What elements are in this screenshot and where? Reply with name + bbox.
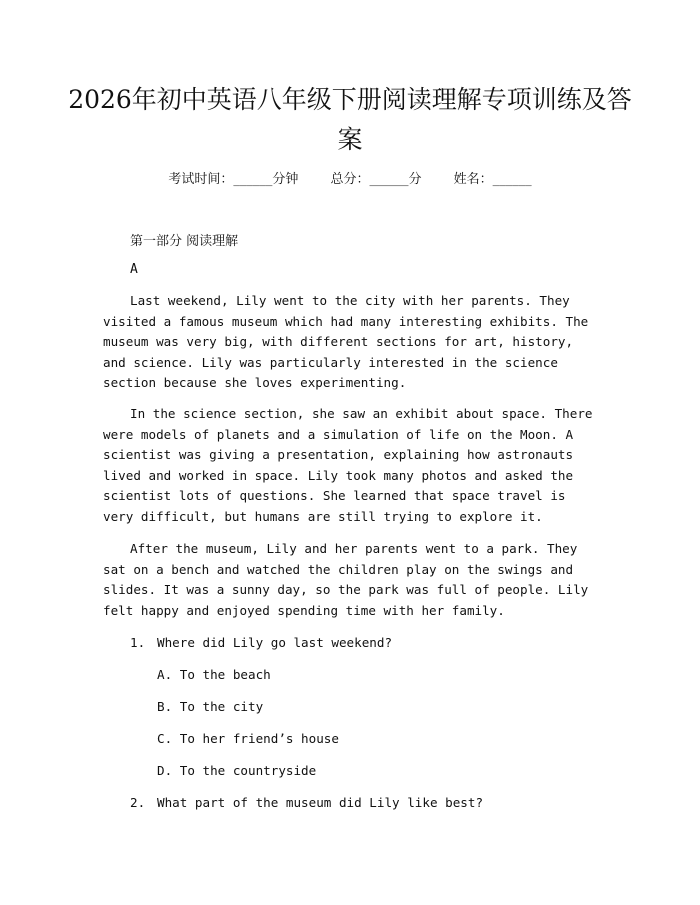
document-title: 2026年初中英语八年级下册阅读理解专项训练及答案 (68, 85, 632, 154)
option-1b: B. To the city (157, 699, 264, 714)
exam-score-field: 总分：______分 (330, 172, 422, 187)
option-1a: A. To the beach (157, 667, 271, 682)
question-number: 2. (130, 795, 146, 810)
question-text: Where did Lily go last weekend? (157, 635, 393, 650)
exam-meta (0, 168, 700, 187)
exam-time-field: 考试时间：______分钟 (168, 172, 299, 187)
option-1c: C. To her friend’s house (157, 731, 339, 746)
exam-name-field: 姓名：______ (453, 172, 532, 187)
section-heading: 第一部分 阅读理解 (130, 234, 239, 249)
paragraph-1: Last weekend, Lily went to the city with her parents. They visited a famous museum which had many interesting exhibits. The museum was very big, with different sections for art, history, and science. Lily was particularly interested in the science section because she loves experimenting. (103, 293, 596, 391)
question-number: 1. (130, 635, 146, 650)
question-2 (130, 795, 483, 810)
question-text: What part of the museum did Lily like best? (157, 795, 484, 810)
paragraph-2: In the science section, she saw an exhibit about space. There were models of planets and a simulation of life on the Moon. A scientist was giving a presentation, explaining how astronauts lived and worked in space. Lily took many photos and asked the scientist lots of questions. She learned that space travel is very difficult, but humans are still trying to explore it. (103, 406, 601, 524)
question-1 (130, 635, 392, 650)
passage-label: A (130, 262, 138, 277)
paragraph-3: After the museum, Lily and her parents went to a park. They sat on a bench and watched the children play on the swings and slides. It was a sunny day, so the park was full of people. Lily felt happy and enjoyed spending time with her family. (103, 541, 596, 618)
option-1d: D. To the countryside (157, 763, 317, 778)
